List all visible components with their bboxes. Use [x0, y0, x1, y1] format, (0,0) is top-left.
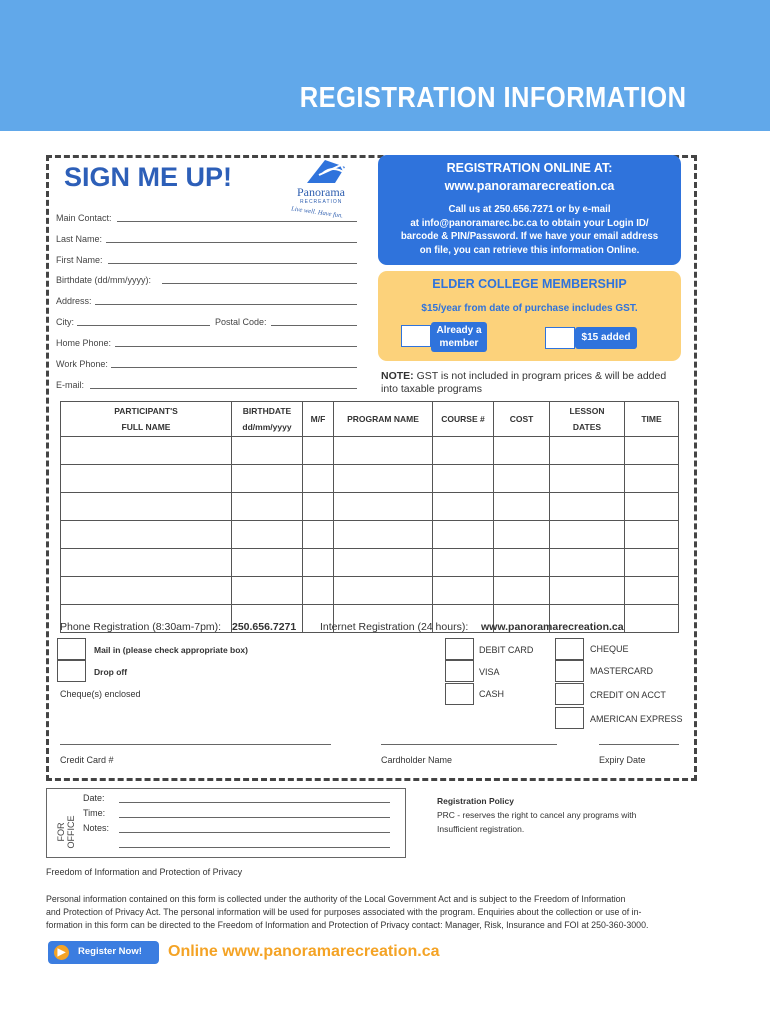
- table-cell[interactable]: [232, 493, 303, 521]
- visa-label: VISA: [479, 667, 500, 677]
- privacy-line-3: formation in this form can be directed to the Freedom of Information and Protection of Privacy contact: Manager, Risk, Insurance and FOI at 250-360-3000.: [46, 920, 649, 930]
- logo-name: Panorama: [297, 185, 345, 199]
- table-cell[interactable]: [494, 577, 550, 605]
- office-time-field[interactable]: [119, 817, 390, 818]
- postal-code-field[interactable]: [271, 325, 357, 326]
- birthdate-label: Birthdate (dd/mm/yyyy):: [56, 275, 152, 285]
- online-title: REGISTRATION ONLINE AT:: [446, 161, 613, 175]
- expiry-date-label: Expiry Date: [599, 755, 646, 765]
- debit-card-label: DEBIT CARD: [479, 645, 534, 655]
- drop-off-label: Drop off: [94, 667, 128, 677]
- table-cell[interactable]: [334, 493, 433, 521]
- online-line-2: at info@panoramarec.bc.ca to obtain your Login ID/: [410, 217, 649, 229]
- table-cell[interactable]: [61, 465, 232, 493]
- already-member-label: [431, 322, 487, 352]
- cardholder-name-label: Cardholder Name: [381, 755, 453, 765]
- visa-checkbox[interactable]: [445, 660, 474, 682]
- home-phone-field[interactable]: [115, 346, 357, 347]
- table-cell[interactable]: [61, 437, 232, 465]
- american-express-label: AMERICAN EXPRESS: [590, 714, 683, 724]
- first-name-label: First Name:: [56, 255, 103, 265]
- expiry-date-field[interactable]: [599, 744, 679, 745]
- col-lesson-l1: LESSON: [569, 406, 605, 416]
- table-cell[interactable]: [61, 577, 232, 605]
- table-cell[interactable]: [61, 521, 232, 549]
- table-cell[interactable]: [433, 521, 494, 549]
- col-birthdate-l1: BIRTHDATE: [242, 406, 292, 416]
- table-cell[interactable]: [494, 493, 550, 521]
- mastercard-checkbox[interactable]: [555, 660, 584, 682]
- table-cell[interactable]: [303, 577, 334, 605]
- registration-table: [60, 401, 679, 633]
- city-field[interactable]: [77, 325, 210, 326]
- table-cell[interactable]: [494, 549, 550, 577]
- office-date-field[interactable]: [119, 802, 390, 803]
- note-text: GST is not included in program prices & will be added into taxable programs: [381, 370, 667, 395]
- online-line-3: barcode & PIN/Password. If we have your email address: [400, 231, 659, 242]
- elder-college-box: [378, 271, 681, 361]
- cash-checkbox[interactable]: [445, 683, 474, 705]
- table-cell[interactable]: [334, 549, 433, 577]
- table-cell[interactable]: [334, 437, 433, 465]
- table-cell[interactable]: [625, 493, 679, 521]
- table-cell[interactable]: [625, 465, 679, 493]
- online-url-footer[interactable]: Online www.panoramarecreation.ca: [168, 943, 440, 960]
- credit-card-field[interactable]: [60, 744, 331, 745]
- office-time-label: Time:: [83, 808, 106, 818]
- table-cell[interactable]: [303, 549, 334, 577]
- table-cell[interactable]: [550, 577, 625, 605]
- table-cell[interactable]: [433, 549, 494, 577]
- col-participant-l2: FULL NAME: [121, 422, 171, 432]
- online-url[interactable]: www.panoramarecreation.ca: [444, 179, 615, 193]
- table-cell[interactable]: [550, 437, 625, 465]
- table-cell[interactable]: [494, 437, 550, 465]
- main-contact-label: Main Contact:: [56, 213, 112, 223]
- table-cell[interactable]: [232, 437, 303, 465]
- internet-registration-url[interactable]: www.panoramarecreation.ca: [481, 621, 624, 633]
- work-phone-label: Work Phone:: [56, 359, 108, 369]
- col-participant: [61, 402, 232, 437]
- table-cell[interactable]: [625, 521, 679, 549]
- mastercard-label: MASTERCARD: [590, 666, 654, 676]
- table-row: [61, 577, 679, 605]
- table-row: [61, 521, 679, 549]
- table-cell[interactable]: [433, 437, 494, 465]
- table-cell[interactable]: [334, 521, 433, 549]
- panorama-logo: [290, 155, 370, 225]
- mail-in-checkbox[interactable]: [57, 638, 86, 660]
- table-cell[interactable]: [494, 465, 550, 493]
- table-row: [61, 493, 679, 521]
- drop-off-checkbox[interactable]: [57, 660, 86, 682]
- phone-registration-number: 250.656.7271: [232, 621, 297, 633]
- birthdate-field[interactable]: [162, 283, 357, 284]
- policy-line-1: PRC - reserves the right to cancel any programs with: [437, 810, 637, 820]
- table-row: [61, 437, 679, 465]
- table-row: [61, 465, 679, 493]
- office-notes-field[interactable]: [119, 832, 390, 833]
- table-cell[interactable]: [232, 521, 303, 549]
- phone-registration-label: Phone Registration (8:30am-7pm):: [60, 621, 222, 633]
- table-cell[interactable]: [61, 549, 232, 577]
- table-cell[interactable]: [625, 605, 679, 633]
- table-cell[interactable]: [550, 521, 625, 549]
- last-name-label: Last Name:: [56, 234, 103, 244]
- table-cell[interactable]: [334, 577, 433, 605]
- col-participant-l1: PARTICIPANT'S: [114, 406, 178, 416]
- elder-subtitle: $15/year from date of purchase includes GST.: [421, 303, 638, 314]
- gst-note: [381, 370, 686, 396]
- table-cell[interactable]: [334, 465, 433, 493]
- city-label: City:: [56, 317, 74, 327]
- home-phone-label: Home Phone:: [56, 338, 112, 348]
- privacy-line-2: and Protection of Privacy Act. The personal information will be used for purposes associated with the program. Enquiries about the collection or use of in-: [46, 907, 642, 917]
- address-field[interactable]: [95, 304, 357, 305]
- cheques-enclosed-label: Cheque(s) enclosed: [60, 689, 141, 699]
- register-now-label: Register Now!: [78, 946, 142, 957]
- office-notes-field-2[interactable]: [119, 847, 390, 848]
- col-birthdate: [232, 402, 303, 437]
- table-cell[interactable]: [550, 493, 625, 521]
- credit-on-acct-checkbox[interactable]: [555, 683, 584, 705]
- fifteen-added-checkbox[interactable]: [545, 327, 575, 349]
- cash-label: CASH: [479, 689, 505, 699]
- work-phone-field[interactable]: [111, 367, 357, 368]
- table-cell[interactable]: [433, 493, 494, 521]
- already-member-checkbox[interactable]: [401, 325, 431, 347]
- main-contact-field[interactable]: [117, 221, 357, 222]
- cardholder-name-field[interactable]: [381, 744, 557, 745]
- table-cell[interactable]: [625, 577, 679, 605]
- col-program: PROGRAM NAME: [334, 402, 433, 437]
- internet-registration-label: Internet Registration (24 hours):: [320, 621, 469, 633]
- privacy-line-1: Personal information contained on this form is collected under the authority of the Local Government Act and is subject to the Freedom of Information: [46, 894, 626, 904]
- table-cell[interactable]: [433, 577, 494, 605]
- table-header-row: [61, 402, 679, 437]
- privacy-title: Freedom of Information and Protection of Privacy: [46, 867, 243, 877]
- table-cell[interactable]: [303, 465, 334, 493]
- table-cell[interactable]: [303, 521, 334, 549]
- table-cell[interactable]: [303, 493, 334, 521]
- table-row: [61, 549, 679, 577]
- credit-card-label: Credit Card #: [60, 755, 114, 765]
- american-express-checkbox[interactable]: [555, 707, 584, 729]
- fifteen-added-label: $15 added: [575, 327, 637, 349]
- table-cell[interactable]: [232, 465, 303, 493]
- page-title: REGISTRATION INFORMATION: [299, 82, 686, 114]
- table-cell[interactable]: [625, 437, 679, 465]
- already-member-line2: member: [439, 338, 479, 349]
- policy-line-2: Insufficient registration.: [437, 824, 525, 834]
- email-label: E-mail:: [56, 380, 85, 390]
- elder-title: ELDER COLLEGE MEMBERSHIP: [432, 277, 627, 291]
- first-name-field[interactable]: [108, 263, 357, 264]
- table-cell[interactable]: [232, 549, 303, 577]
- register-now-button[interactable]: [48, 941, 159, 964]
- table-cell[interactable]: [232, 577, 303, 605]
- credit-on-acct-label: CREDIT ON ACCT: [590, 690, 666, 700]
- table-cell[interactable]: [433, 465, 494, 493]
- table-cell[interactable]: [494, 521, 550, 549]
- table-cell[interactable]: [625, 549, 679, 577]
- online-line-4: on file, you can retrieve this information Online.: [419, 244, 640, 256]
- already-member-line1: Already a: [436, 325, 482, 336]
- logo-sub: RECREATION: [300, 199, 343, 205]
- col-lesson: [550, 402, 625, 437]
- table-cell[interactable]: [550, 549, 625, 577]
- address-label: Address:: [56, 296, 92, 306]
- col-birthdate-l2: dd/mm/yyyy: [242, 422, 292, 432]
- cheque-checkbox[interactable]: [555, 638, 584, 660]
- debit-card-checkbox[interactable]: [445, 638, 474, 660]
- for-office-label: FOR OFFICE: [56, 815, 76, 849]
- last-name-field[interactable]: [106, 242, 357, 243]
- policy-title: Registration Policy: [437, 796, 514, 806]
- logo-tagline: Live well. Have fun.: [290, 205, 344, 220]
- col-time: TIME: [625, 402, 679, 437]
- table-cell[interactable]: [61, 493, 232, 521]
- office-notes-label: Notes:: [83, 823, 110, 833]
- header-banner: [0, 0, 770, 131]
- signup-heading: SIGN ME UP!: [64, 162, 233, 192]
- postal-code-label: Postal Code:: [215, 317, 267, 327]
- note-label: NOTE:: [381, 370, 414, 382]
- arrow-right-icon: ▶: [54, 945, 69, 960]
- col-cost: COST: [494, 402, 550, 437]
- office-date-label: Date:: [83, 793, 105, 803]
- col-mf: M/F: [303, 402, 334, 437]
- col-lesson-l2: DATES: [572, 422, 602, 432]
- table-cell[interactable]: [303, 437, 334, 465]
- online-line-1: Call us at 250.656.7271 or by e-mail: [448, 204, 611, 215]
- email-field[interactable]: [90, 388, 357, 389]
- col-course: COURSE #: [433, 402, 494, 437]
- registration-online-box: [378, 155, 681, 265]
- cheque-label: CHEQUE: [590, 644, 629, 654]
- table-cell[interactable]: [550, 465, 625, 493]
- mail-in-label: Mail in (please check appropriate box): [94, 645, 248, 655]
